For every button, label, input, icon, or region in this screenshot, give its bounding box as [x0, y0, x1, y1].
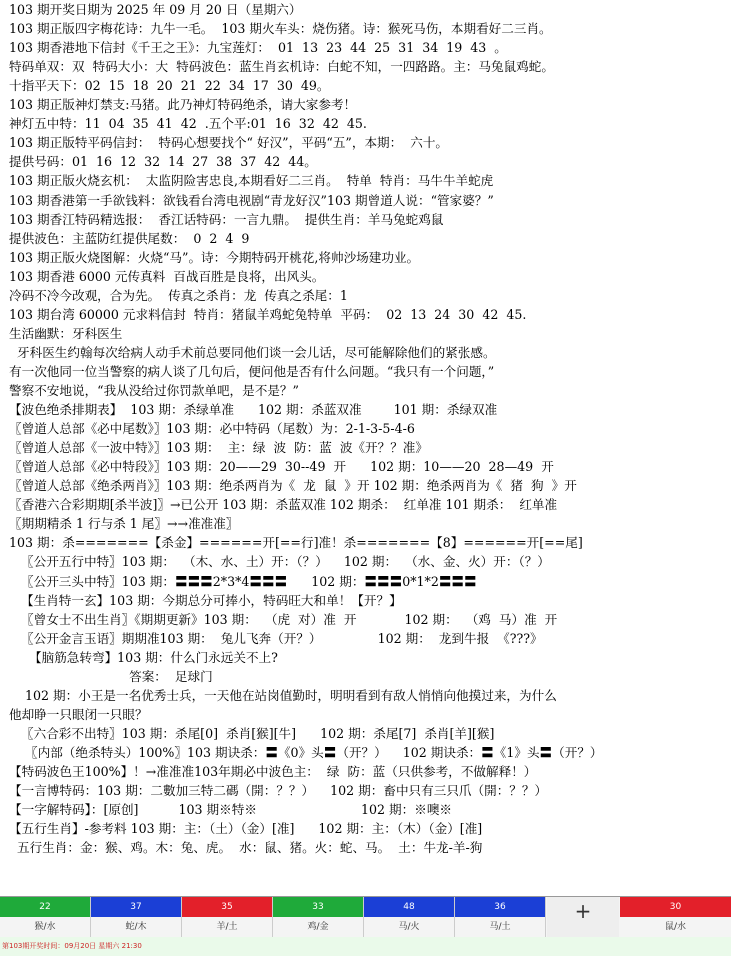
text-line: 【一言博特码：103 期：二數加三特二碼（開：？？） 102 期：畜中只有三只爪（開：？？） [9, 783, 548, 799]
text-line: 103 期正版火烧图解：火烧“马”。诗：今期特码开桃花,将帅沙场建功业。 [9, 249, 420, 265]
text-line: 103 期台湾 60000 元求料信封 特肖：猪鼠羊鸡蛇兔特单 平码： 02 13 24 30 42 45. [9, 306, 527, 322]
text-line: 〖公开五行中特〗103 期： （木、水、土）开：（？） 102 期： （水、金、火）开：（？） [9, 554, 550, 570]
text-line: 103 期香港 6000 元传真料 百战百胜是良将，出风头。 [9, 268, 325, 284]
text-line: 提供号码：01 16 12 32 14 27 38 37 42 44。 [9, 154, 317, 170]
text-line: 【特码波色王100%】！→准准准103年期必中波色主： 绿 防：蓝（只供参考，不做解释！） [9, 764, 537, 779]
text-line: 103 期正版神灯禁支:马猪。此乃神灯特码绝杀，请大家参考！ [9, 97, 357, 113]
special-ball-zodiac: 鼠/水 [620, 917, 731, 937]
text-line: 警察不安地说，“我从没给过你罚款单吧，是不是？” [9, 383, 299, 398]
text-line: 102 期：小王是一名优秀士兵，一天他在站岗值勤时，明明看到有敌人悄悄向他摸过来，为什么 [9, 687, 557, 703]
text-line: 【波色绝杀排期表】 103 期：杀绿单准 102 期：杀蓝双准 101 期：杀绿双准 [9, 402, 498, 418]
text-line: 他却睁一只眼闭一只眼？ [9, 706, 148, 722]
text-line: 103 期正版四字梅花诗：九牛一毛。 103 期火车头：烧伤猪。诗：猴死马伤，本期看好二三肖。 [9, 21, 552, 37]
ball-number: 35 [182, 897, 272, 917]
ball-zodiac: 鸡/金 [273, 917, 363, 937]
text-line: 103 期香港地下信封《千王之王》：九宝莲灯： 01 13 23 44 25 31 34 19 43 。 [9, 40, 507, 56]
text-line: 〖曾道人总部《绝杀两肖》〗103 期：绝杀两肖为《 龙 鼠 》开 102 期：绝杀两肖为《 猪 狗 》开 [9, 478, 577, 494]
text-line: 103 期开奖日期为 2025 年 09 月 20 日（星期六） [9, 2, 302, 17]
text-line: 特码单双：双 特码大小：大 特码波色：蓝生肖玄机诗：白蛇不知，一四路路。主：马兔鼠鸡蛇。 [9, 59, 554, 75]
plus-symbol: + [547, 897, 619, 937]
text-line: 【脑筋急转弯】103 期：什么门永远关不上? [9, 649, 278, 665]
text-line: 〖公开三头中特〗103 期：〓〓〓2*3*4〓〓〓 102 期：〓〓〓0*1*2〓〓〓 [9, 573, 477, 589]
ball-number: 33 [273, 897, 363, 917]
ball-zodiac: 猴/水 [0, 917, 90, 937]
ball-number: 22 [0, 897, 90, 917]
text-line: 103 期正版特平码信封： 特码心想要找个“ 好汉”，平码“五”，本期： 六十。 [9, 135, 449, 151]
text-line: 十指平天下：02 15 18 20 21 22 34 17 30 49。 [9, 78, 330, 94]
special-ball-number: 30 [620, 897, 731, 917]
text-line: 〖内部（绝杀特头）100%〗103 期诀杀：〓《0》头〓（开？） 102 期诀杀：〓《1》头〓（开？） [9, 744, 603, 760]
text-line: 有一次他同一位当警察的病人谈了几句后，便问他是否有什么问题。“我只有一个问题，” [9, 363, 495, 379]
ball-zodiac: 马/土 [455, 917, 545, 937]
ball-zodiac: 马/火 [364, 917, 454, 937]
draw-time-footer: 第103期开奖时间：09月20日 星期六 21:30 [0, 937, 731, 956]
ball-number: 36 [455, 897, 545, 917]
text-line: 〖曾道人总部《一波中特》〗103 期： 主：绿 波 防：蓝 波《开？？准》 [9, 440, 428, 456]
text-line: 神灯五中特：11 04 35 41 42 .五个平:01 16 32 42 45. [9, 116, 367, 132]
ball-zodiac: 羊/土 [182, 917, 272, 937]
ball-cell [273, 897, 364, 937]
text-line: 生活幽默：牙科医生 [9, 325, 123, 341]
text-line: 【五行生肖】-参考料 103 期：主：（土）（金）[准] 102 期：主：（木）（金）[准] [9, 821, 483, 837]
ball-cell [455, 897, 546, 937]
text-line: 〖曾道人总部《必中特段》〗103 期：20——29 30--49 开 102 期：10——20 28—49 开 [9, 459, 554, 475]
text-line: 〖公开金言玉语〗期期准103 期： 兔儿飞奔（开？） 102 期： 龙到牛报 《???》 [9, 630, 543, 646]
text-line: 103 期香江特码精选报： 香江话特码：一言九鼎。 提供生肖：羊马兔蛇鸡鼠 [9, 211, 444, 227]
text-line: 〖香港六合彩期期[杀半波]〗→已公开 103 期：杀蓝双准 102 期杀： 红单准 101 期杀： 红单准 [9, 497, 558, 513]
special-ball-cell [620, 897, 731, 937]
ball-number: 48 [364, 897, 454, 917]
ball-zodiac: 蛇/木 [91, 917, 181, 937]
ball-cell [0, 897, 91, 937]
text-line: 〖六合彩不出特〗103 期：杀尾[0] 杀肖[猴][牛] 102 期：杀尾[7] 杀肖[羊][猴] [9, 725, 495, 741]
text-line: 〖期期精杀 1 行与杀 1 尾〗→→准准准〗 [9, 516, 239, 532]
text-line: 牙科医生约翰每次给病人动手术前总要同他们谈一会儿话，尽可能解除他们的紧张感。 [9, 344, 496, 360]
ball-cell [364, 897, 455, 937]
text-line: 103 期正版火烧玄机： 太监阴险害忠良,本期看好二三肖。 特单 特肖：马牛牛羊蛇虎 [9, 173, 494, 189]
text-line: 【生肖特一玄】103 期：今期总分可捧小，特码旺大和单！【开？】 [9, 592, 402, 608]
text-line: 答案： 足球门 [9, 668, 213, 684]
ball-number: 37 [91, 897, 181, 917]
text-line: 103 期：杀=======【杀金】======开[==行]准！杀=======【8】======开[==尾] [9, 535, 583, 551]
text-line: 提供波色：主蓝防红提供尾数： 0 2 4 9 [9, 230, 250, 246]
ball-cell [91, 897, 182, 937]
text-line: 五行生肖：金：猴、鸡。木：兔、虎。 水：鼠、猪。火：蛇、马。 土：牛龙-羊-狗 [9, 840, 483, 856]
draw-results-bar [0, 896, 731, 937]
text-line: 〖曾女士不出生肖〗《期期更新》103 期： （虎 对）准 开 102 期： （鸡 马）准 开 [9, 611, 558, 627]
text-line: 冷码不冷今改观，合为先。 传真之杀肖：龙 传真之杀尾：1 [9, 287, 348, 303]
ball-cell [182, 897, 273, 937]
text-line: 〖曾道人总部《必中尾数》〗103 期：必中特码（尾数）为：2-1-3-5-4-6 [9, 421, 415, 437]
text-line: 103 期香港第一手欲钱料：欲钱看台湾电视剧“青龙好汉”103 期曾道人说：“管家婆？” [9, 192, 494, 208]
text-line: 【一字解特码】：[原创] 103 期※特※ 102 期：※噢※ [9, 802, 453, 818]
